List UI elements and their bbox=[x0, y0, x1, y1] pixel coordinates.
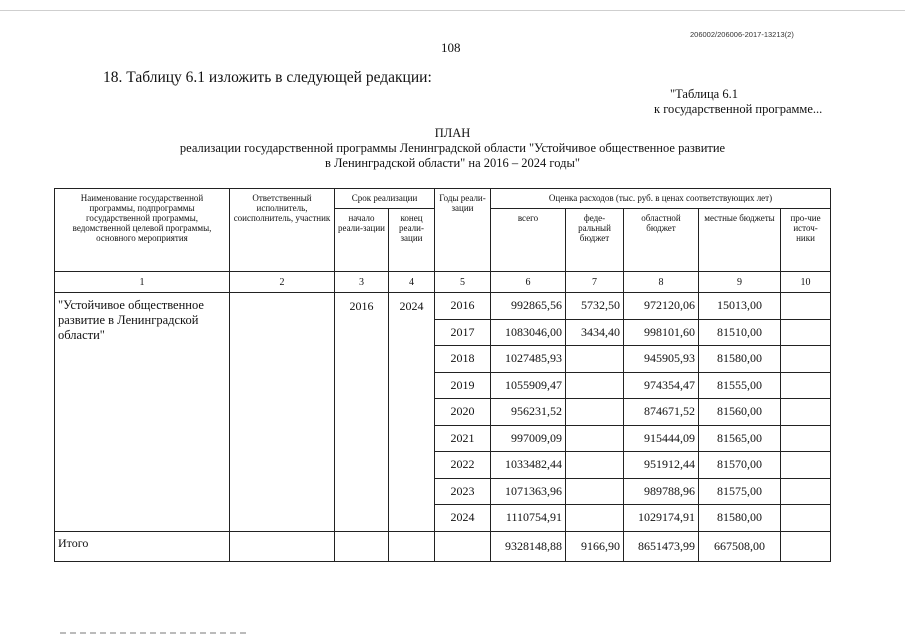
local-cell: 15013,00 bbox=[699, 293, 781, 320]
total-cell: 1071363,96 bbox=[491, 478, 566, 505]
plan-title: ПЛАН bbox=[434, 126, 471, 140]
regional-cell: 974354,47 bbox=[624, 372, 699, 399]
scan-artifact bbox=[60, 632, 250, 634]
column-number: 9 bbox=[699, 272, 781, 293]
column-number: 2 bbox=[230, 272, 335, 293]
column-number: 8 bbox=[624, 272, 699, 293]
local-cell: 81565,00 bbox=[699, 425, 781, 452]
federal-cell bbox=[566, 425, 624, 452]
local-cell: 81560,00 bbox=[699, 399, 781, 426]
year-cell: 2019 bbox=[435, 372, 491, 399]
regional-cell: 998101,60 bbox=[624, 319, 699, 346]
federal-cell bbox=[566, 399, 624, 426]
year-cell: 2020 bbox=[435, 399, 491, 426]
local-cell: 81570,00 bbox=[699, 452, 781, 479]
program-name: "Устойчивое общественное развитие в Ленинградской области" bbox=[55, 293, 230, 532]
local-cell: 81575,00 bbox=[699, 478, 781, 505]
total-row bbox=[55, 531, 831, 562]
total-label: Итого bbox=[55, 531, 230, 562]
grand-regional-cell: 8651473,99 bbox=[624, 531, 699, 562]
year-cell: 2023 bbox=[435, 478, 491, 505]
grand-other-cell bbox=[781, 531, 831, 562]
other-cell bbox=[781, 505, 831, 532]
plan-subtitle-line1: реализации государственной программы Ленинградской области "Устойчивое общественное развитие bbox=[179, 141, 726, 155]
grand-total-cell: 9328148,88 bbox=[491, 531, 566, 562]
other-cell bbox=[781, 372, 831, 399]
table-row bbox=[55, 293, 831, 320]
other-cell bbox=[781, 478, 831, 505]
year-cell: 2024 bbox=[435, 505, 491, 532]
header-total: всего bbox=[491, 209, 566, 272]
column-number: 7 bbox=[566, 272, 624, 293]
local-cell: 81580,00 bbox=[699, 505, 781, 532]
grand-federal-cell: 9166,90 bbox=[566, 531, 624, 562]
top-edge-line bbox=[0, 10, 905, 11]
column-number: 3 bbox=[335, 272, 389, 293]
year-cell: 2018 bbox=[435, 346, 491, 373]
table-reference: к государственной программе... bbox=[654, 102, 823, 116]
plan-subtitle-line2: в Ленинградской области" на 2016 – 2024 годы" bbox=[325, 156, 580, 170]
instruction-text: 18. Таблицу 6.1 изложить в следующей редакции: bbox=[103, 69, 432, 86]
document-id: 206002/206006-2017-13213(2) bbox=[690, 30, 794, 39]
other-cell bbox=[781, 346, 831, 373]
regional-cell: 945905,93 bbox=[624, 346, 699, 373]
other-cell bbox=[781, 293, 831, 320]
table-label: "Таблица 6.1 bbox=[670, 87, 738, 101]
regional-cell: 1029174,91 bbox=[624, 505, 699, 532]
total-cell: 1055909,47 bbox=[491, 372, 566, 399]
header-regional: областной бюджет bbox=[624, 209, 699, 272]
plan-table bbox=[54, 188, 831, 562]
start-year: 2016 bbox=[335, 293, 389, 532]
year-cell: 2022 bbox=[435, 452, 491, 479]
header-start: начало реали-зации bbox=[335, 209, 389, 272]
regional-cell: 915444,09 bbox=[624, 425, 699, 452]
year-cell: 2021 bbox=[435, 425, 491, 452]
total-cell: 1033482,44 bbox=[491, 452, 566, 479]
total-start bbox=[335, 531, 389, 562]
total-year bbox=[435, 531, 491, 562]
grand-local-cell: 667508,00 bbox=[699, 531, 781, 562]
regional-cell: 951912,44 bbox=[624, 452, 699, 479]
regional-cell: 989788,96 bbox=[624, 478, 699, 505]
header-period: Срок реализации bbox=[335, 189, 435, 209]
header-responsible: Ответственный исполнитель, соисполнитель, участник bbox=[230, 189, 335, 272]
total-cell: 1083046,00 bbox=[491, 319, 566, 346]
header-end: конец реали-зации bbox=[389, 209, 435, 272]
local-cell: 81580,00 bbox=[699, 346, 781, 373]
federal-cell bbox=[566, 346, 624, 373]
total-end bbox=[389, 531, 435, 562]
total-cell: 1110754,91 bbox=[491, 505, 566, 532]
total-cell: 997009,09 bbox=[491, 425, 566, 452]
other-cell bbox=[781, 452, 831, 479]
local-cell: 81555,00 bbox=[699, 372, 781, 399]
federal-cell bbox=[566, 452, 624, 479]
federal-cell bbox=[566, 505, 624, 532]
other-cell bbox=[781, 399, 831, 426]
header-costs: Оценка расходов (тыс. руб. в ценах соответствующих лет) bbox=[491, 189, 831, 209]
other-cell bbox=[781, 425, 831, 452]
total-cell: 1027485,93 bbox=[491, 346, 566, 373]
federal-cell: 3434,40 bbox=[566, 319, 624, 346]
total-cell: 992865,56 bbox=[491, 293, 566, 320]
responsible-cell bbox=[230, 293, 335, 532]
total-responsible bbox=[230, 531, 335, 562]
total-cell: 956231,52 bbox=[491, 399, 566, 426]
column-number: 4 bbox=[389, 272, 435, 293]
regional-cell: 874671,52 bbox=[624, 399, 699, 426]
header-other: про-чие источ-ники bbox=[781, 209, 831, 272]
year-cell: 2017 bbox=[435, 319, 491, 346]
federal-cell bbox=[566, 478, 624, 505]
year-cell: 2016 bbox=[435, 293, 491, 320]
header-federal: феде-ральный бюджет bbox=[566, 209, 624, 272]
column-number: 10 bbox=[781, 272, 831, 293]
end-year: 2024 bbox=[389, 293, 435, 532]
local-cell: 81510,00 bbox=[699, 319, 781, 346]
federal-cell: 5732,50 bbox=[566, 293, 624, 320]
regional-cell: 972120,06 bbox=[624, 293, 699, 320]
column-number: 1 bbox=[55, 272, 230, 293]
column-number: 5 bbox=[435, 272, 491, 293]
federal-cell bbox=[566, 372, 624, 399]
header-name: Наименование государственной программы, подпрограммы государственной программы, ведомственной целевой программы, основного мероприятия bbox=[55, 189, 230, 272]
column-number: 6 bbox=[491, 272, 566, 293]
header-local: местные бюджеты bbox=[699, 209, 781, 272]
page-number: 108 bbox=[441, 40, 461, 55]
header-years: Годы реали-зации bbox=[435, 189, 491, 272]
other-cell bbox=[781, 319, 831, 346]
